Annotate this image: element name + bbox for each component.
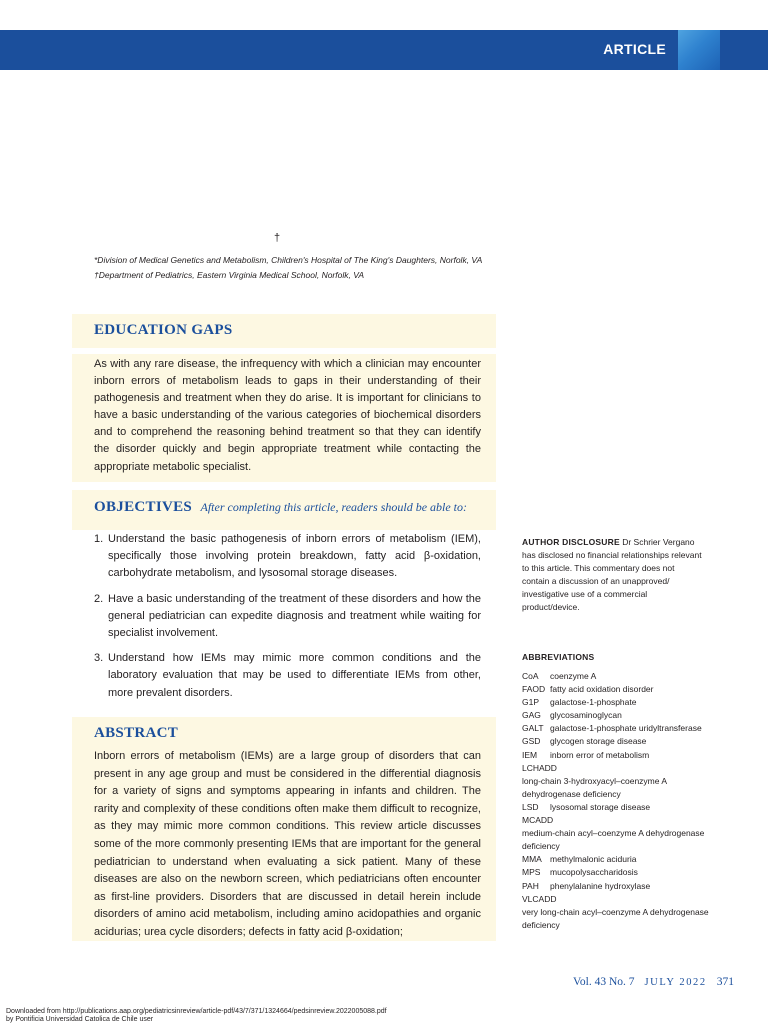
abbreviation-row bbox=[522, 709, 712, 722]
author-disclosure-label: AUTHOR DISCLOSURE bbox=[522, 537, 620, 547]
author-dagger-mark: † bbox=[274, 232, 281, 244]
abbreviation-definition: very long-chain acyl–coenzyme A dehydrogenase deficiency bbox=[522, 906, 709, 930]
download-user: by Pontificia Universidad Catolica de Chile user bbox=[6, 1016, 154, 1023]
objective-number: 3. bbox=[94, 652, 104, 665]
abbreviation-definition: methylmalonic aciduria bbox=[550, 854, 637, 865]
abbreviation-term: VLCADD bbox=[522, 893, 557, 904]
abbreviation-term: G1P bbox=[522, 697, 540, 708]
abbreviation-term: LSD bbox=[522, 801, 539, 812]
section-divider bbox=[72, 348, 496, 354]
footer-month: JULY 2022 bbox=[644, 977, 707, 988]
abbreviation-definition: long-chain 3-hydroxyacyl–coenzyme A dehydrogenase deficiency bbox=[522, 775, 667, 799]
abbreviation-row bbox=[522, 762, 712, 801]
abbreviation-term: FAOD bbox=[522, 684, 546, 695]
abbreviation-definition: galactose-1-phosphate bbox=[550, 697, 637, 708]
header-accent-tab bbox=[678, 30, 720, 70]
objective-number: 1. bbox=[94, 533, 104, 545]
objectives-title: OBJECTIVES bbox=[94, 499, 193, 515]
abbreviation-definition: galactose-1-phosphate uridyltransferase bbox=[550, 723, 702, 734]
abbreviation-term: GALT bbox=[522, 723, 544, 734]
affiliation-2: †Department of Pediatrics, Eastern Virginia Medical School, Norfolk, VA bbox=[94, 270, 365, 280]
abbreviation-definition: inborn error of metabolism bbox=[550, 749, 650, 760]
abbreviation-row bbox=[522, 735, 712, 748]
article-type-label: ARTICLE bbox=[603, 41, 666, 57]
abbreviation-term: GAG bbox=[522, 710, 541, 721]
page-number: 371 bbox=[716, 976, 734, 988]
abbreviations-list bbox=[522, 670, 712, 932]
abbreviation-term: GSD bbox=[522, 736, 541, 747]
education-gaps-title: EDUCATION GAPS bbox=[94, 322, 233, 338]
abbreviation-term: PAH bbox=[522, 880, 539, 891]
objective-text: Have a basic understanding of the treatment of these disorders and how the general pediatrician can expedite diagnosis and treatment while waiting for specialist involvement. bbox=[108, 592, 481, 640]
abbreviation-definition: phenylalanine hydroxylase bbox=[550, 880, 651, 891]
abbreviation-term: CoA bbox=[522, 671, 539, 681]
abstract-text: Inborn errors of metabolism (IEMs) are a large group of disorders that can present in any age group and must be considered in the differential diagnosis for a variety of signs and symptoms appearing in infants and children. The rarity and complexity of these conditions often make them difficult to recognize, as they may mimic more common conditions. This review article discusses some of the more commonly presenting IEMs that are important for the general pediatrician to understand when evaluating a sick patient. Many of these diseases are also on the newborn screen, which pediatricians often encounter as first-line providers. Disorders that are discussed in detail herein include disorders of amino acid metabolism, including amino acidopathies and organic acidurias; urea cycle disorders; defects in fatty acid β-oxidation; bbox=[94, 750, 481, 938]
abbreviation-row bbox=[522, 749, 712, 762]
page-footer bbox=[573, 976, 734, 988]
objectives-header-box bbox=[72, 490, 496, 530]
abbreviations-title: ABBREVIATIONS bbox=[522, 652, 595, 662]
abbreviation-row bbox=[522, 880, 712, 893]
abbreviation-row bbox=[522, 722, 712, 735]
author-disclosure-text: Dr Schrier Vergano has disclosed no financial relationships relevant to this article. This commentary does not contain a discussion of an unapproved/ investigative use of a commercial product/device. bbox=[522, 537, 702, 612]
download-notice bbox=[6, 1008, 387, 1024]
objective-number: 2. bbox=[94, 592, 104, 605]
objective-text: Understand how IEMs may mimic more common conditions and the laboratory evaluation that may be used to differentiate IEMs from other, more prevalent disorders. bbox=[108, 652, 481, 699]
abbreviation-definition: mucopolysaccharidosis bbox=[550, 867, 638, 878]
abbreviation-row bbox=[522, 893, 712, 932]
abbreviation-definition: fatty acid oxidation disorder bbox=[550, 684, 654, 695]
header-band bbox=[0, 30, 768, 70]
abbreviation-term: LCHADD bbox=[522, 762, 557, 773]
abbreviation-term: IEM bbox=[522, 749, 538, 760]
objective-text: Understand the basic pathogenesis of inborn errors of metabolism (IEM), specifically those involving protein breakdown, fatty acid β-oxidation, carbohydrate metabolism, and lysosomal storage diseases. bbox=[108, 533, 481, 580]
objective-item bbox=[94, 591, 481, 643]
abstract-title: ABSTRACT bbox=[94, 725, 179, 741]
affiliation-1: *Division of Medical Genetics and Metabolism, Children's Hospital of The King's Daughters, Norfolk, VA bbox=[94, 255, 483, 265]
abbreviation-term: MPS bbox=[522, 867, 541, 878]
download-url: Downloaded from http://publications.aap.org/pediatricsinreview/article-pdf/43/7/371/1324664/pedsinreview.2022005088.pdf bbox=[6, 1008, 387, 1015]
objective-item bbox=[94, 650, 481, 702]
objectives-heading bbox=[94, 498, 467, 516]
education-gaps-text: As with any rare disease, the infrequency with which a clinician may encounter inborn errors of metabolism leads to gaps in their understanding of their pathogenesis and treatment when they do arise. It is important for clinicians to have a basic understanding of the various categories of biochemical disorders and to comprehend the reasoning behind treatment so that they can identify the disorder quickly and begin appropriate treatment while contacting the appropriate metabolic specialist. bbox=[94, 358, 481, 473]
abbreviation-term: MCADD bbox=[522, 815, 554, 826]
abstract-box bbox=[72, 717, 496, 941]
objectives-list bbox=[94, 531, 481, 710]
abbreviation-definition: glycosaminoglycan bbox=[550, 710, 622, 721]
abbreviation-row bbox=[522, 696, 712, 709]
abbreviation-definition: lysosomal storage disease bbox=[550, 801, 651, 812]
objective-item bbox=[94, 531, 481, 583]
abbreviation-row bbox=[522, 801, 712, 814]
abbreviation-definition: medium-chain acyl–coenzyme A dehydrogenase deficiency bbox=[522, 828, 705, 852]
abbreviation-row bbox=[522, 866, 712, 879]
footer-volume: Vol. 43 No. 7 bbox=[573, 976, 635, 988]
abbreviation-row bbox=[522, 814, 712, 853]
objectives-subtitle: After completing this article, readers should be able to: bbox=[200, 500, 468, 514]
abbreviation-row bbox=[522, 683, 712, 696]
author-disclosure bbox=[522, 536, 702, 614]
education-gaps-box bbox=[72, 314, 496, 482]
abbreviation-definition: coenzyme A bbox=[550, 671, 597, 681]
abbreviation-term: MMA bbox=[522, 854, 542, 865]
abbreviation-row bbox=[522, 670, 712, 683]
abbreviation-definition: glycogen storage disease bbox=[550, 736, 647, 747]
abbreviation-row bbox=[522, 853, 712, 866]
